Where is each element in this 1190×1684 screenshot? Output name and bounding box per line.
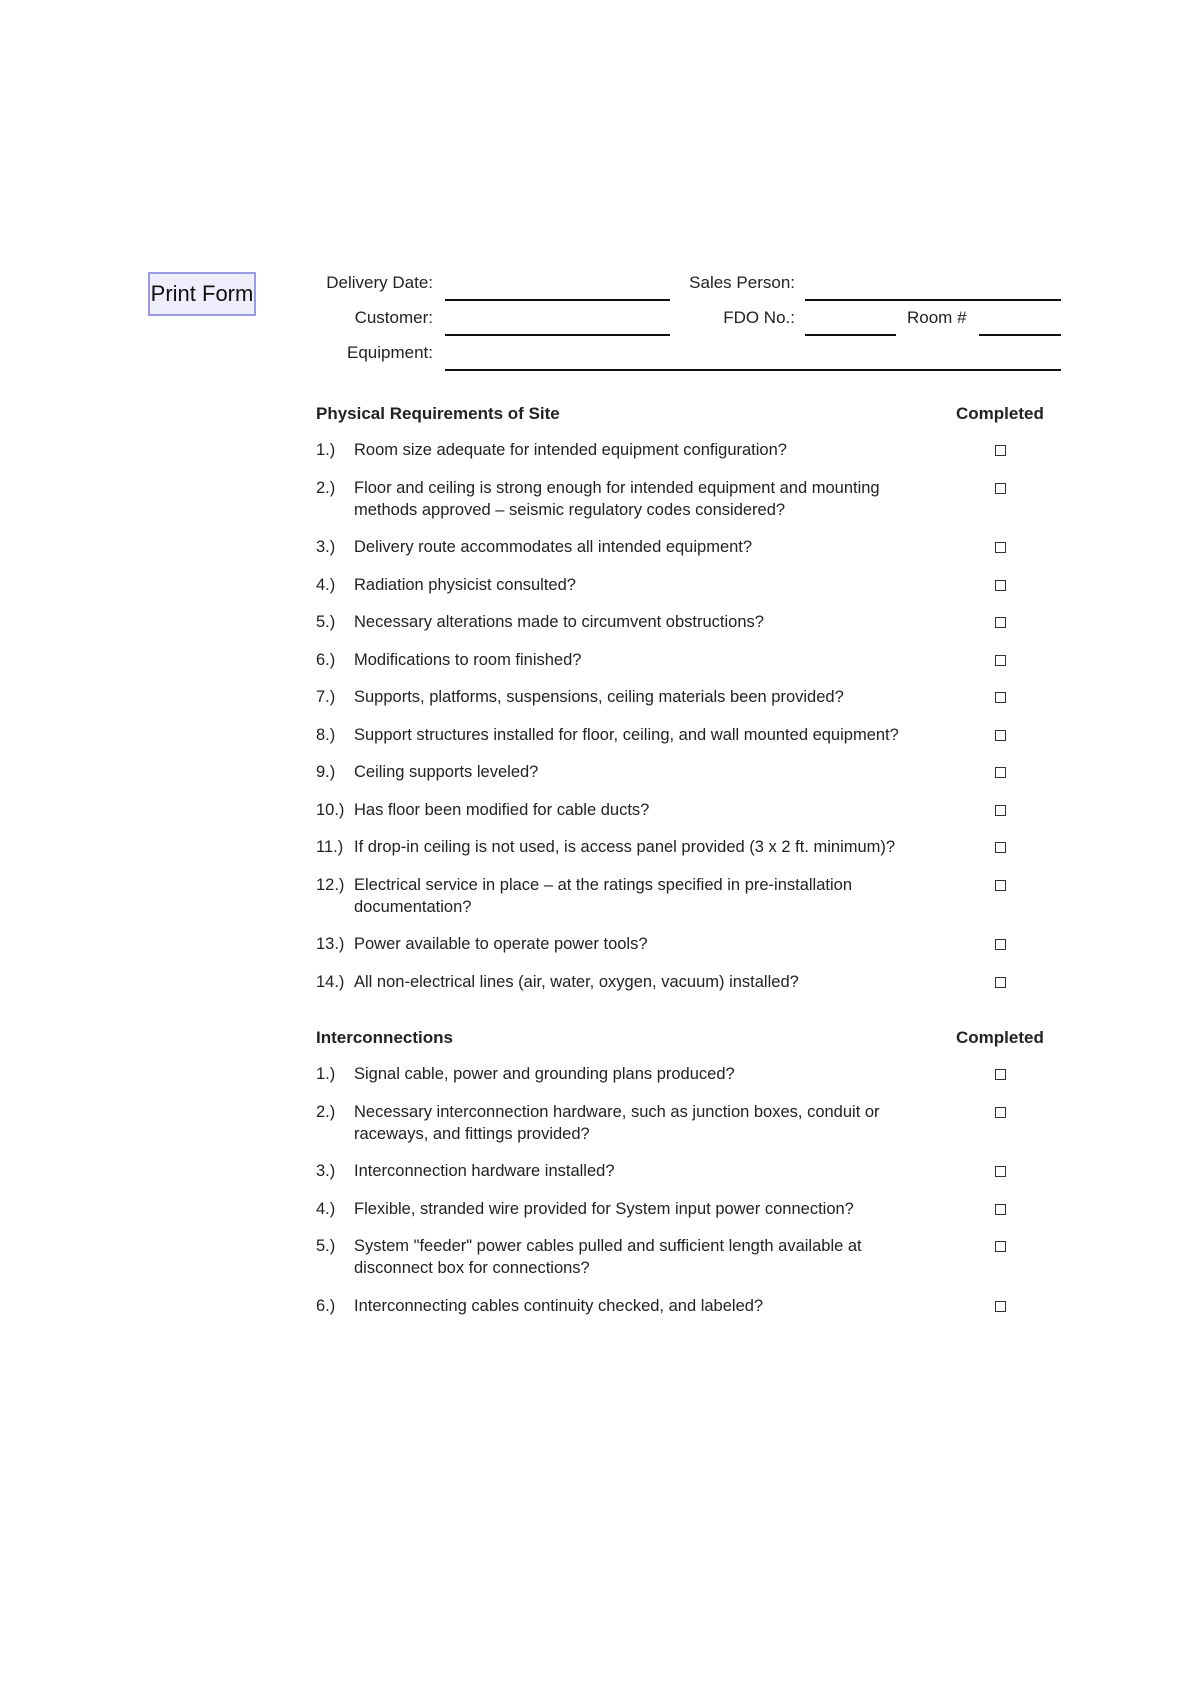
- checklist-item: [316, 574, 1056, 596]
- checklist-item: [316, 1063, 1056, 1085]
- item-number: 11.): [316, 838, 344, 856]
- checklist-item: [316, 836, 1056, 858]
- completed-checkbox[interactable]: [995, 767, 1006, 778]
- item-text: Radiation physicist consulted?: [354, 575, 576, 594]
- item-text: System "feeder" power cables pulled and sufficient length available at disconnect box for connections?: [354, 1237, 862, 1277]
- checklist-item: [316, 1101, 1056, 1145]
- item-text: If drop-in ceiling is not used, is access panel provided (3 x 2 ft. minimum)?: [354, 838, 896, 856]
- item-text: Necessary alterations made to circumvent obstructions?: [354, 613, 764, 631]
- completed-checkbox[interactable]: [995, 1241, 1006, 1252]
- checklist-item: [316, 1198, 1056, 1220]
- item-number: 6.): [316, 650, 336, 669]
- checklist-item: [316, 761, 1056, 783]
- checklist-item: [316, 1160, 1056, 1182]
- item-number: 13.): [316, 935, 345, 953]
- completed-checkbox[interactable]: [995, 445, 1006, 456]
- completed-checkbox[interactable]: [995, 483, 1006, 494]
- completed-checkbox[interactable]: [995, 1107, 1006, 1118]
- checklist-item: [316, 1295, 1056, 1317]
- item-text: Necessary interconnection hardware, such as junction boxes, conduit or raceways, and fittings provided?: [354, 1102, 880, 1143]
- checklist-item: [316, 477, 1056, 521]
- physical-requirements-section: [316, 404, 1056, 1008]
- equipment-label: Equipment:: [347, 343, 433, 362]
- room-field[interactable]: [979, 316, 1061, 336]
- physical-requirements-title: Physical Requirements of Site: [316, 404, 560, 423]
- item-number: 12.): [316, 875, 345, 894]
- completed-checkbox[interactable]: [995, 1166, 1006, 1177]
- item-text: Room size adequate for intended equipment configuration?: [354, 441, 787, 459]
- completed-checkbox[interactable]: [995, 880, 1006, 891]
- item-text: All non-electrical lines (air, water, oxygen, vacuum) installed?: [354, 972, 799, 991]
- delivery-date-label: Delivery Date:: [326, 273, 433, 292]
- checklist-item: [316, 933, 1056, 955]
- item-number: 9.): [316, 763, 336, 781]
- checklist-item: [316, 649, 1056, 671]
- customer-label: Customer:: [354, 308, 433, 327]
- completed-checkbox[interactable]: [995, 1204, 1006, 1215]
- item-text: Electrical service in place – at the ratings specified in pre-installation documentation?: [354, 875, 852, 916]
- checklist-item: [316, 799, 1056, 821]
- item-text: Floor and ceiling is strong enough for intended equipment and mounting methods approved – seismic regulatory codes considered?: [354, 478, 880, 519]
- item-text: Supports, platforms, suspensions, ceiling materials been provided?: [354, 688, 844, 706]
- equipment-field[interactable]: [445, 351, 1061, 371]
- item-number: 3.): [316, 1162, 336, 1180]
- checklist-item: [316, 611, 1056, 633]
- item-text: Flexible, stranded wire provided for System input power connection?: [354, 1199, 854, 1218]
- checklist-item: [316, 874, 1056, 918]
- completed-checkbox[interactable]: [995, 842, 1006, 853]
- item-number: 2.): [316, 1102, 336, 1121]
- fdo-label: FDO No.:: [723, 308, 795, 327]
- completed-checkbox[interactable]: [995, 617, 1006, 628]
- completed-checkbox[interactable]: [995, 730, 1006, 741]
- item-number: 5.): [316, 1237, 336, 1255]
- room-label: Room #: [907, 308, 967, 327]
- completed-checkbox[interactable]: [995, 692, 1006, 703]
- completed-checkbox[interactable]: [995, 1069, 1006, 1080]
- item-text: Modifications to room finished?: [354, 650, 582, 669]
- item-number: 4.): [316, 575, 336, 594]
- item-number: 10.): [316, 800, 345, 819]
- sales-person-label: Sales Person:: [689, 273, 795, 292]
- print-form-button[interactable]: Print Form: [148, 272, 256, 316]
- checklist-item: [316, 686, 1056, 708]
- item-text: Power available to operate power tools?: [354, 935, 648, 953]
- completed-checkbox[interactable]: [995, 805, 1006, 816]
- item-number: 4.): [316, 1199, 336, 1218]
- fdo-field[interactable]: [805, 316, 896, 336]
- interconnections-title: Interconnections: [316, 1028, 453, 1047]
- item-number: 7.): [316, 688, 336, 706]
- checklist-item: [316, 971, 1056, 993]
- delivery-date-field[interactable]: [445, 281, 670, 301]
- completed-checkbox[interactable]: [995, 977, 1006, 988]
- interconnections-section: [316, 1028, 1056, 1332]
- item-text: Delivery route accommodates all intended equipment?: [354, 538, 753, 556]
- checklist-item: [316, 1235, 1056, 1279]
- item-text: Support structures installed for floor, ceiling, and wall mounted equipment?: [354, 725, 899, 744]
- completed-checkbox[interactable]: [995, 655, 1006, 666]
- item-number: 1.): [316, 1065, 336, 1083]
- item-text: Interconnecting cables continuity checked, and labeled?: [354, 1296, 764, 1315]
- completed-checkbox[interactable]: [995, 580, 1006, 591]
- completed-checkbox[interactable]: [995, 939, 1006, 950]
- item-text: Interconnection hardware installed?: [354, 1162, 615, 1180]
- checklist-item: [316, 536, 1056, 558]
- item-number: 2.): [316, 478, 336, 497]
- completed-checkbox[interactable]: [995, 1301, 1006, 1312]
- item-number: 14.): [316, 972, 345, 991]
- checklist-item: [316, 724, 1056, 746]
- item-text: Signal cable, power and grounding plans produced?: [354, 1065, 735, 1083]
- completed-checkbox[interactable]: [995, 542, 1006, 553]
- item-number: 8.): [316, 725, 336, 744]
- item-number: 3.): [316, 538, 336, 556]
- physical-completed-header: Completed: [956, 404, 1044, 423]
- item-number: 6.): [316, 1296, 336, 1315]
- item-text: Ceiling supports leveled?: [354, 763, 539, 781]
- item-number: 5.): [316, 613, 336, 631]
- item-number: 1.): [316, 441, 336, 459]
- customer-field[interactable]: [445, 316, 670, 336]
- sales-person-field[interactable]: [805, 281, 1061, 301]
- checklist-item: [316, 439, 1056, 461]
- item-text: Has floor been modified for cable ducts?: [354, 800, 650, 819]
- interconnections-completed-header: Completed: [956, 1028, 1044, 1047]
